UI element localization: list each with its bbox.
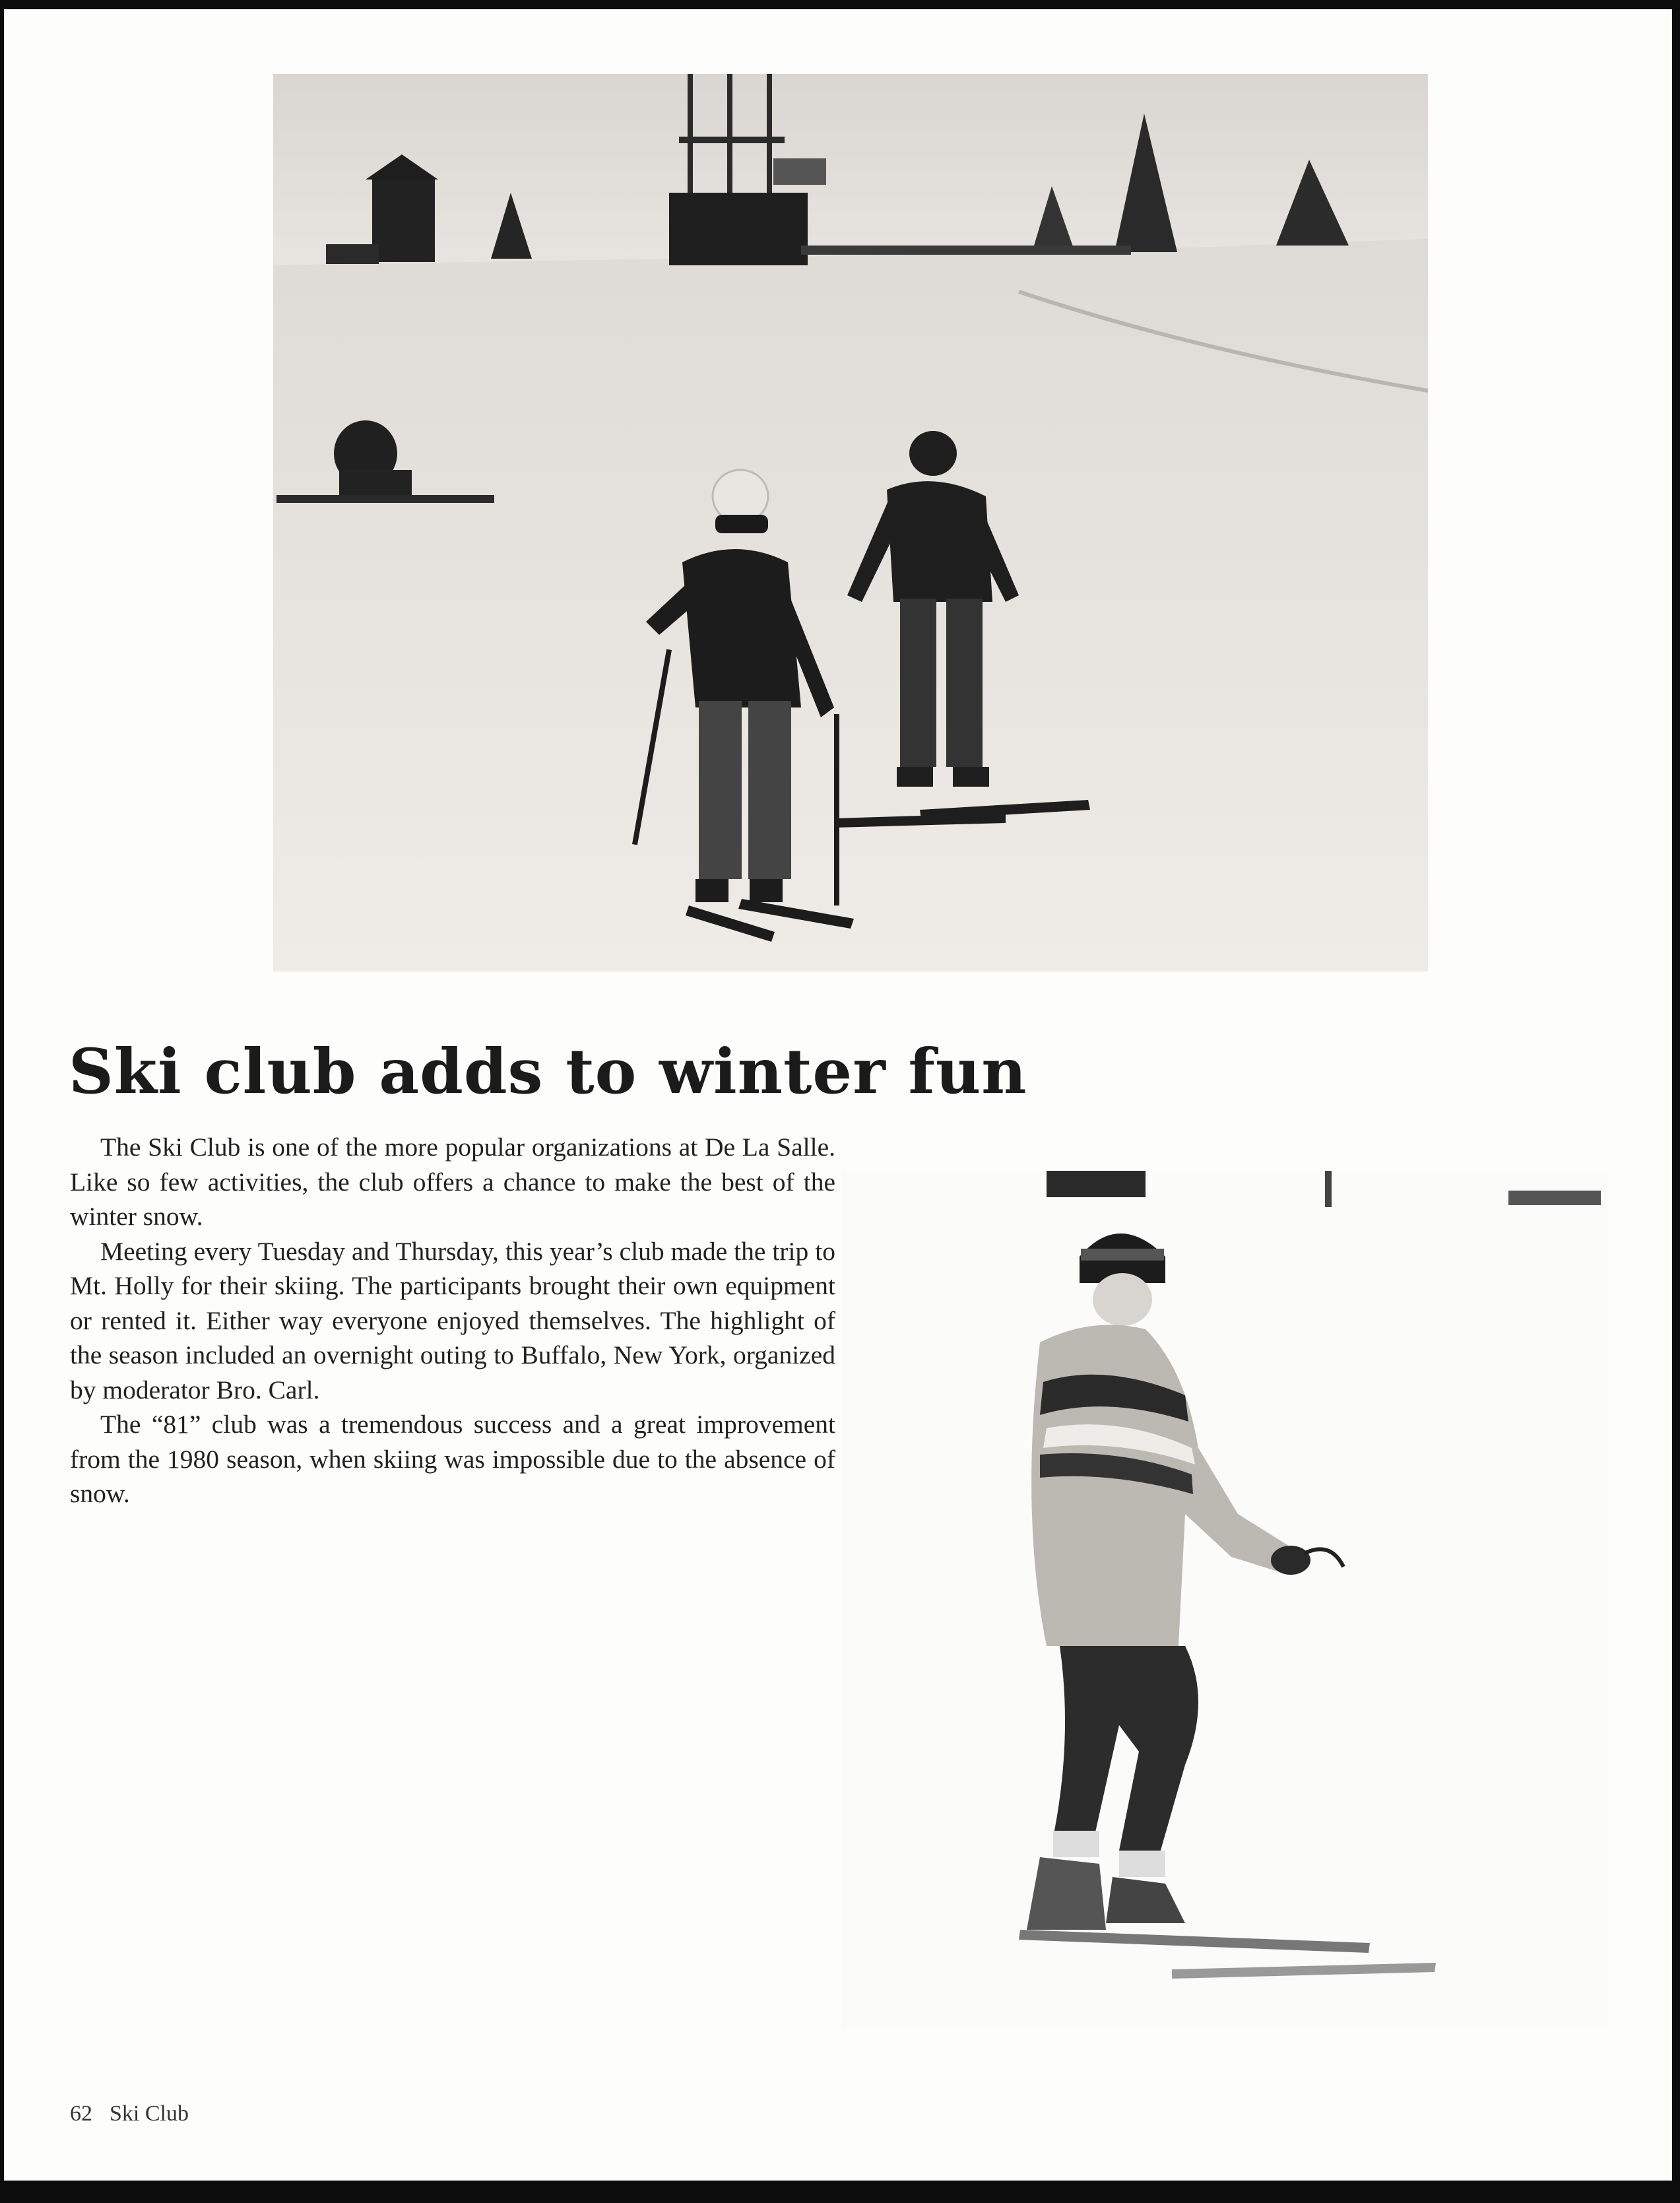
section-name: Ski Club [110,2101,189,2126]
article-paragraph: Meeting every Tuesday and Thursday, this year’s club made the trip to Mt. Holly for their skiing. The participants brought their own equipment or rented it. Either way everyone enjoyed themselves. The highlight of the season included an overnight outing to Buffalo, New York, organized by moderator Bro. Carl. [70,1236,835,1404]
article-body [70,1130,835,1511]
article-paragraph: The “81” club was a tremendous success and a great improvement from the 1980 season, when skiing was impossible due to the absence of snow. [70,1410,835,1508]
article-paragraph: The Ski Club is one of the more popular organizations at De La Salle. Like so few activities, the club offers a chance to make the best of the winter snow. [70,1133,835,1231]
ski-slope-photo [273,74,1428,971]
page-number: 62 [70,2101,92,2126]
yearbook-page [4,9,1672,2181]
article-headline: Ski club adds to winter fun [69,1036,1027,1108]
skier-photo [842,1171,1607,2029]
page-footer [70,2101,189,2126]
